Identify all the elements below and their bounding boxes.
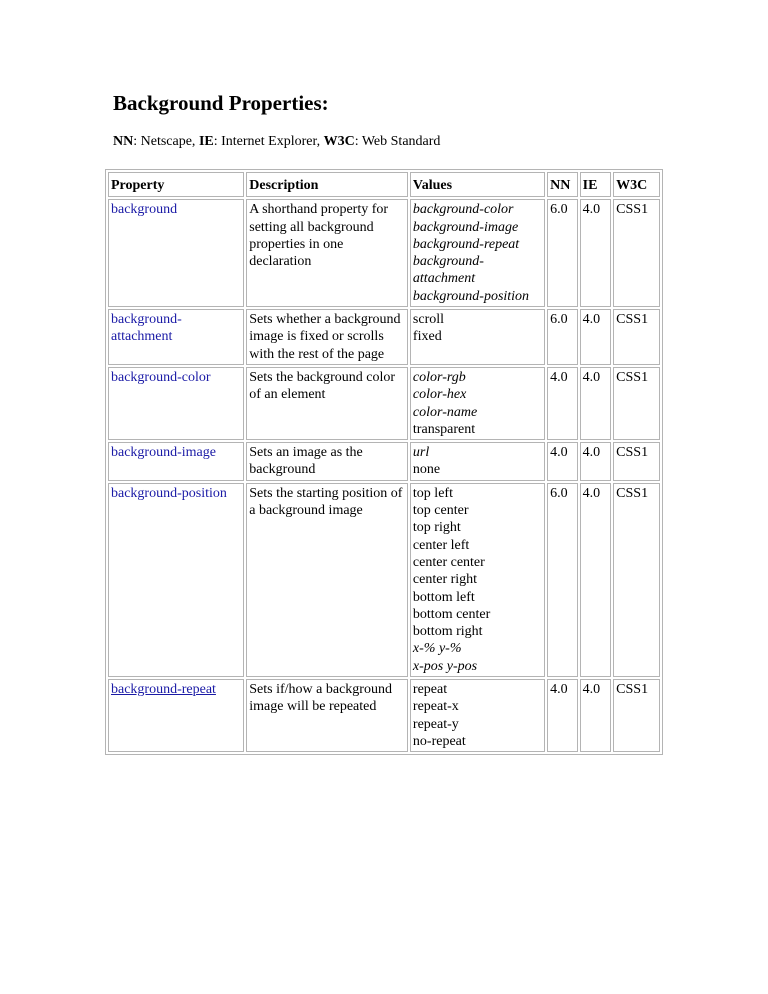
value-item: center right <box>412 572 478 588</box>
table-row <box>108 199 660 307</box>
value-item: repeat-y <box>412 716 459 732</box>
property-description: Sets if/how a background image will be repeated <box>246 679 408 752</box>
legend-nn-key: NN <box>113 134 134 149</box>
header-nn: NN <box>547 172 578 197</box>
w3c-standard: CSS1 <box>613 367 660 440</box>
ie-version: 4.0 <box>580 483 612 677</box>
property-values <box>410 483 545 677</box>
property-link[interactable]: background-color <box>108 367 244 440</box>
value-item: top left <box>412 485 453 501</box>
browser-legend <box>113 134 440 150</box>
property-link[interactable]: background-image <box>108 442 244 481</box>
properties-table <box>105 169 663 755</box>
property-values <box>410 309 545 365</box>
value-item: background-color <box>412 202 514 218</box>
value-item: repeat <box>412 682 448 698</box>
w3c-standard: CSS1 <box>613 309 660 365</box>
ie-version: 4.0 <box>580 199 612 307</box>
legend-nn-text: : Netscape, <box>133 134 199 149</box>
value-item: background-image <box>412 219 519 235</box>
nn-version: 4.0 <box>547 442 578 481</box>
value-item: x-pos y-pos <box>412 658 478 674</box>
property-link[interactable]: background-position <box>108 483 244 677</box>
property-link[interactable]: background-repeat <box>108 679 244 752</box>
ie-version: 4.0 <box>580 367 612 440</box>
w3c-standard: CSS1 <box>613 199 660 307</box>
property-values <box>410 367 545 440</box>
table-row <box>108 679 660 752</box>
ie-version: 4.0 <box>580 679 612 752</box>
legend-ie-key: IE <box>198 134 214 149</box>
page-title: Background Properties: <box>113 91 329 115</box>
property-link[interactable]: background-attachment <box>108 309 244 365</box>
table-row <box>108 309 660 365</box>
table-header-row <box>108 172 660 197</box>
value-item: background-position <box>412 288 530 304</box>
table-row <box>108 442 660 481</box>
property-description: Sets whether a background image is fixed or scrolls with the rest of the page <box>246 309 408 365</box>
table-row <box>108 483 660 677</box>
property-values <box>410 442 545 481</box>
header-values: Values <box>410 172 545 197</box>
property-values <box>410 679 545 752</box>
property-link[interactable]: background <box>108 199 244 307</box>
legend-w3c-text: : Web Standard <box>354 134 441 149</box>
value-item: top right <box>412 520 461 536</box>
nn-version: 4.0 <box>547 367 578 440</box>
nn-version: 6.0 <box>547 483 578 677</box>
nn-version: 4.0 <box>547 679 578 752</box>
value-item: no-repeat <box>412 733 466 749</box>
property-description: Sets an image as the background <box>246 442 408 481</box>
value-item: scroll <box>412 312 445 328</box>
value-item: top center <box>412 503 469 519</box>
value-item: none <box>412 462 441 478</box>
table-row <box>108 367 660 440</box>
header-property: Property <box>108 172 244 197</box>
value-item: x-% y-% <box>412 641 462 657</box>
legend-w3c-key: W3C <box>323 134 355 149</box>
value-item: bottom center <box>412 606 491 622</box>
property-description: Sets the starting position of a background image <box>246 483 408 677</box>
nn-version: 6.0 <box>547 199 578 307</box>
nn-version: 6.0 <box>547 309 578 365</box>
w3c-standard: CSS1 <box>613 442 660 481</box>
value-item: color-hex <box>412 387 467 403</box>
value-item: color-rgb <box>412 369 466 385</box>
property-description: Sets the background color of an element <box>246 367 408 440</box>
value-item: transparent <box>412 421 476 437</box>
value-item: bottom right <box>412 624 483 640</box>
value-item: url <box>412 445 430 461</box>
table-body <box>108 199 660 752</box>
value-item: background-attachment <box>412 254 484 287</box>
property-description: A shorthand property for setting all background properties in one declaration <box>246 199 408 307</box>
header-w3c: W3C <box>613 172 660 197</box>
value-item: color-name <box>412 404 478 420</box>
w3c-standard: CSS1 <box>613 483 660 677</box>
value-item: fixed <box>412 329 442 345</box>
value-item: background-repeat <box>412 236 520 252</box>
ie-version: 4.0 <box>580 309 612 365</box>
value-item: center left <box>412 537 470 553</box>
header-ie: IE <box>580 172 612 197</box>
value-item: repeat-x <box>412 699 459 715</box>
property-values <box>410 199 545 307</box>
value-item: bottom left <box>412 589 475 605</box>
header-description: Description <box>246 172 408 197</box>
w3c-standard: CSS1 <box>613 679 660 752</box>
value-item: center center <box>412 554 485 570</box>
legend-ie-text: : Internet Explorer, <box>213 134 324 149</box>
ie-version: 4.0 <box>580 442 612 481</box>
